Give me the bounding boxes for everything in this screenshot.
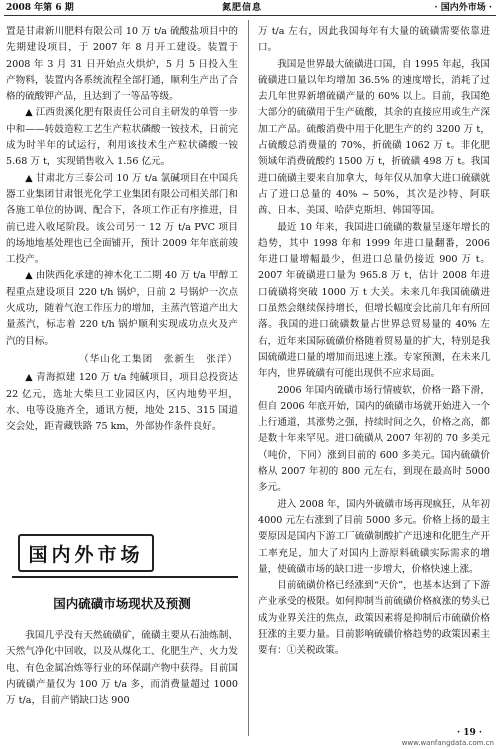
- left-column: [6, 24, 238, 435]
- journal-title: 氮肥信息: [222, 3, 263, 13]
- paragraph: ▲ 由陕西化承建的神木化工二期 40 万 t/a 甲醇工程重点建设项目 220 t/h 锅炉，日前 2 号锅炉一次点火成功，随着气泡工作压力的增加，主蒸汽管道产出大量蒸汽，标志着 220 t/h 锅炉顺利实现成功点火及产汽的目标。: [6, 270, 238, 347]
- author-signature: （华山化工集团 张新生 张洋）: [79, 353, 238, 365]
- section-label: · 国内外市场 ·: [434, 3, 492, 13]
- section-banner: [6, 534, 238, 586]
- header-rule: [4, 15, 496, 16]
- paragraph: 最近 10 年来，我国进口硫磺的数量呈逐年增长的趋势，其中 1998 年和 1999 年进口量翻番，2006 年进口量增幅最少，但进口总量仍接近 900 万 t。2007 年硫磺进口量为 965.8 万 t，估计 2008 年进口硫磺将突破 1000 万 t 大关。未来几年我国硫磺进口虽然会继续保持增长，但增长幅度会比前几年有所回落。我国的进口硫磺数量占世界总贸易量的 40% 左右，近年来国际硫磺价格随着贸易量的扩大，特别是我国硫磺进口量的增加而迅速上涨。专家预测，在未来几年内，世界硫磺有可能出现供不应求局面。: [258, 221, 490, 380]
- paragraph: 目前硫磺价格已经涨到“天价”，也基本达到了下游产业承受的极限。如何抑制当前硫磺价格疯涨的势头已成为业界关注的焦点，政策因素将是抑制后市硫磺价格狂涨的主要力量。目前影响硫磺价格趋势的政策因素主要有：①关税政策。: [258, 580, 490, 657]
- paragraph: ▲ 江西贵溪化肥有限责任公司自主研发的单管一步中和——转鼓造粒工艺生产粒状磷酸一铵技术，日前完成为时半年的试运行，利用该技术生产粒状磷酸一铵 5.68 万 t，实现销售收入 1.56 亿元。: [6, 107, 238, 168]
- column-divider: [248, 20, 249, 736]
- article-body-left: [6, 628, 238, 709]
- paragraph: 置是甘肃新川肥料有限公司 10 万 t/a 硫酸盐项目中的先期建设项目，于 2007 年 8 月开工建设。装置于 2008 年 3 月 31 日开始点火烘炉，5 月 5 日投入生产物料，装置内各系统流程全部打通，顺利生产出了合格的硫酸钾产品，且达到了一等品等级。: [6, 26, 238, 103]
- paragraph: ▲ 青海拟建 120 万 t/a 纯碱项目，项目总投资达 22 亿元，选址大柴旦工业园区内，区内地势平坦，水、电等设施齐全，通讯方便，地处 215、315 国道交会处，距青藏铁路 75 km，外部协作条件良好。: [6, 372, 238, 433]
- watermark: www.wanfangdata.com.cn: [401, 739, 494, 747]
- banner-label: 国内外市场: [18, 534, 154, 572]
- page-header: [0, 0, 500, 16]
- paragraph: 我国是世界最大硫磺进口国，自 1995 年起，我国硫磺进口量以年均增加 36.5% 的速度增长，消耗了过去几年世界新增硫磺产量的 60% 以上。目前，我国绝大部分的硫磺用于生产硫酸，其余的直接应用或生产深加工产品。硫酸消费中用于化肥生产的约 3200 万 t，占硫酸总消费量的 70%，折硫磺 1062 万 t。非化肥领域年消费硫酸约 1500 万 t，折硫磺 498 万 t。我国进口硫磺主要来自加拿大，每年仅从加拿大进口硫磺就占了进口总量的 40% ~ 50%，其次是沙特、阿联酋、日本、美国、哈萨克斯坦、韩国等国。: [258, 58, 490, 217]
- paragraph: 万 t/a 左右，因此我国每年有大量的硫磺需要依靠进口。: [258, 26, 490, 54]
- paragraph: ▲ 甘肃北方三泰公司 10 万 t/a 氯碱项目在中国兵器工业集团甘肃银光化学工业集团有限公司相关部门和各施工单位的协调、配合下，各项工作正有序推进，目前已进入收尾阶段。该公司另一 12 万 t/a PVC 项目的场地地基处理也已全面铺开，预计 2009 年年底前竣工投产。: [6, 172, 238, 266]
- issue-label: 2008 年第 6 期: [6, 3, 74, 13]
- paragraph: 我国几乎没有天然硫磺矿，硫磺主要从石油炼制、天然气净化中回收，以及从煤化工、化肥生产、火力发电、有色金属冶炼等行业的环保副产物中获得。目前国内硫磺产量仅为 100 万 t/a 多，而消费量超过 1000 万 t/a，目前产销缺口达 900: [6, 630, 238, 707]
- page-number: · 19 ·: [456, 728, 482, 738]
- right-column: [258, 24, 490, 660]
- paragraph: 2006 年国内硫磺市场行情疲软，价格一路下滑，但自 2006 年底开始，国内的硫磺市场就开始进入一个上行通道，其涨势之强，持续时间之久，价格之高，都是数十年来罕见。进口硫磺从 2007 年初的 70 多美元（吨价，下同）涨到目前的 600 多美元。国内硫磺价格从 2007 年初的 800 元左右，到现在最高时 5000 多元。: [258, 384, 490, 494]
- article-title: 国内硫磺市场现状及预测: [53, 596, 191, 611]
- paragraph: 进入 2008 年，国内外硫磺市场再现疯狂，从年初 4000 元左右涨到了目前 5000 多元。价格上扬的最主要原因是国内下游工厂硫磺制酸扩产迅速和化肥生产开工率充足，加大了对国内上游原料硫磺实际需求的增量，使硫磺市场的缺口进一步增大，价格快速上涨。: [258, 498, 490, 575]
- banner-rule: [12, 576, 238, 578]
